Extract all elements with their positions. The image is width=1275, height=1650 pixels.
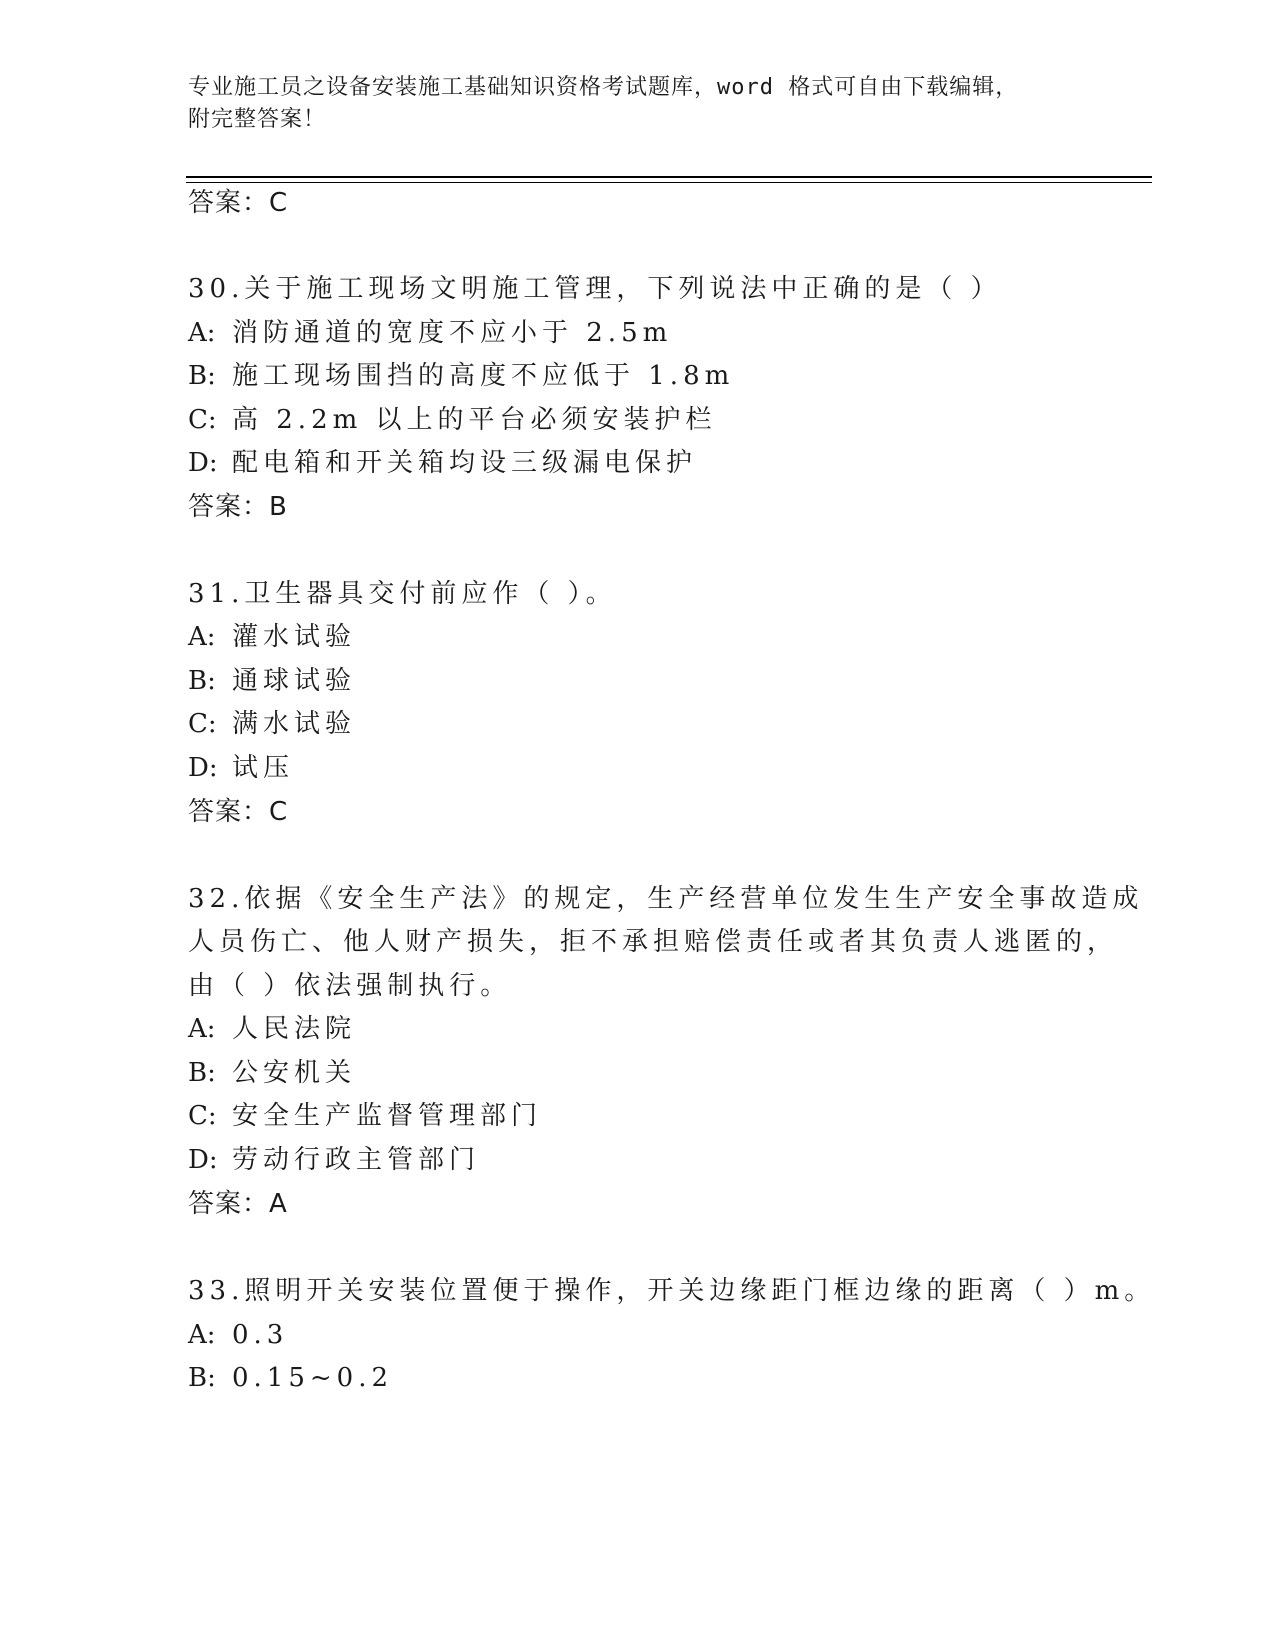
option-text: 试压 [232,753,295,783]
option-text: 满水试验 [232,709,357,739]
option-letter: C: [188,405,217,435]
option-letter: C: [188,709,217,739]
option-text: 施工现场围挡的高度不应低于 1.8m [232,361,735,391]
question-30-answer: 答案：B [188,492,288,522]
option-text: 高 2.2m 以上的平台必须安装护栏 [232,405,717,435]
option-text: 劳动行政主管部门 [232,1145,481,1175]
question-31-text: 31.卫生器具交付前应作（ ）。 [188,579,617,609]
question-30-option-c [188,403,717,437]
option-letter: A: [188,1320,216,1350]
option-text: 灌水试验 [232,622,357,652]
header-rule-bottom [186,182,1152,183]
option-text: 0.15~0.2 [232,1363,394,1393]
question-30-option-a [188,316,672,350]
question-33-text: 33.照明开关安装位置便于操作，开关边缘距门框边缘的距离（ ）m。 [188,1276,1156,1306]
question-33-option-b [188,1361,393,1395]
question-30-option-d [188,446,697,480]
question-32-text-line-1: 32.依据《安全生产法》的规定，生产经营单位发生生产安全事故造成 [188,884,1144,914]
question-31-answer: 答案：C [188,797,289,827]
question-30-text: 30.关于施工现场文明施工管理，下列说法中正确的是（ ） [188,274,1002,304]
question-31-option-b [188,664,356,698]
question-32-answer: 答案：A [188,1189,288,1219]
option-letter: B: [188,361,216,391]
option-letter: D: [188,1145,218,1175]
option-text: 安全生产监督管理部门 [232,1101,543,1131]
previous-answer: 答案：C [188,188,289,218]
header-text-line-1: 专业施工员之设备安装施工基础知识资格考试题库，word 格式可自由下载编辑， [188,75,1019,100]
option-letter: D: [188,448,218,478]
question-32-option-b [188,1056,356,1090]
option-text: 公安机关 [232,1058,357,1088]
question-30-option-b [188,359,734,393]
option-text: 通球试验 [232,666,357,696]
option-letter: D: [188,753,218,783]
option-letter: B: [188,666,216,696]
option-letter: A: [188,1014,216,1044]
header-rule-top [186,176,1152,178]
option-letter: A: [188,622,216,652]
option-letter: B: [188,1363,216,1393]
question-32-option-a [188,1012,356,1046]
question-33-option-a [188,1318,288,1352]
header-text-line-2: 附完整答案！ [188,107,327,132]
option-text: 人民法院 [232,1014,357,1044]
question-32-text-line-3: 由（ ）依法强制执行。 [188,971,512,1001]
question-31-option-c [188,707,356,741]
option-text: 0.3 [232,1320,289,1350]
option-letter: A: [188,318,216,348]
option-text: 消防通道的宽度不应小于 2.5m [232,318,673,348]
question-32-option-c [188,1099,542,1133]
option-text: 配电箱和开关箱均设三级漏电保护 [232,448,698,478]
question-32-option-d [188,1143,480,1177]
question-32-text-line-2: 人员伤亡、他人财产损失，拒不承担赔偿责任或者其负责人逃匿的， [188,927,1119,957]
option-letter: C: [188,1101,217,1131]
question-31-option-a [188,620,356,654]
question-31-option-d [188,751,294,785]
option-letter: B: [188,1058,216,1088]
